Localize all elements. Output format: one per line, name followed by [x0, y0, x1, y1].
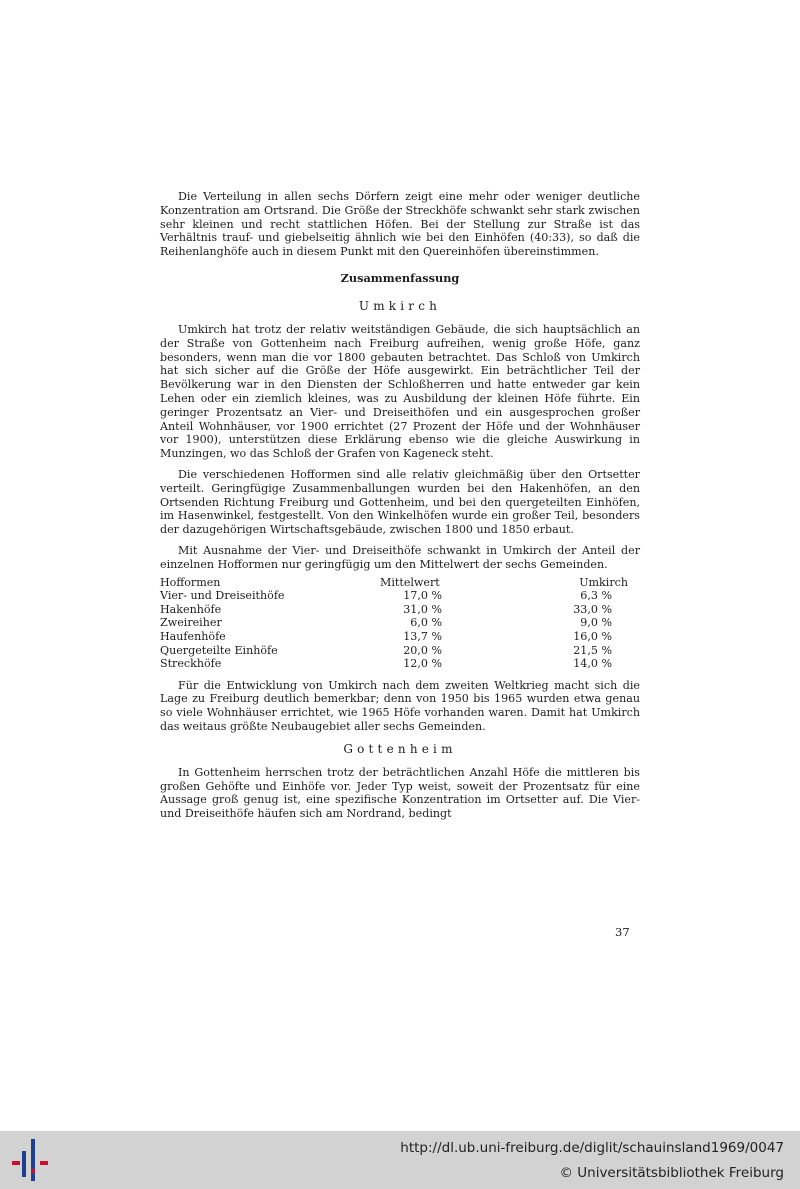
- section-heading-gottenheim: Gottenheim: [343, 741, 457, 756]
- table-cell-mittelwert: 6,0 %: [410, 616, 442, 630]
- umkirch-paragraph-3: Mit Ausnahme der Vier- und Dreiseithöfe schwankt in Umkirch der Anteil der einzelnen Hofformen nur geringfügig um den Mittelwert der sechs Gemeinden.: [160, 543, 640, 571]
- table-cell-form: Streckhöfe: [160, 657, 222, 671]
- table-cell-umkirch: 9,0 %: [580, 616, 612, 630]
- summary-heading: Zusammenfassung: [340, 270, 460, 285]
- table-cell-mittelwert: 17,0 %: [403, 589, 442, 603]
- footer-bar: [0, 1131, 800, 1189]
- table-header-cell: Umkirch: [579, 575, 628, 589]
- table-cell-form: Haufenhöfe: [160, 629, 226, 643]
- table-cell-form: Zweireiher: [160, 616, 222, 630]
- table-row: [160, 644, 640, 658]
- table-cell-umkirch: 6,3 %: [580, 589, 612, 603]
- section-heading-umkirch: Umkirch: [358, 298, 442, 313]
- document-page: [160, 190, 640, 828]
- table-cell-mittelwert: 12,0 %: [403, 657, 442, 671]
- umkirch-paragraph-1: Umkirch hat trotz der relativ weitständigen Gebäude, die sich hauptsächlich an der Straße von Gottenheim nach Freiburg aufreihen, wenig große Höfe, ganz besonders, wenn man die vor 1800 gebauten betrachtet. Das Schloß von Umkirch hat sich sicher auf die Größe der Höfe ausgewirkt. Ein beträchtlicher Teil der Bevölkerung war in den Diensten der Schloßherren und hatte entweder gar kein Lehen oder ein ziemlich kleines, was zu Ausbildung der kleinen Höfe führte. Ein geringer Prozentsatz an Vier- und Dreiseithöfen und ein ausgesprochen großer Anteil Wohnhäuser, vor 1900 errichtet (27 Prozent der Höfe und der Wohnhäuser vor 1900), unterstützen diese Erklärung ebenso wie die gleiche Auswirkung in Munzingen, wo das Schloß der Grafen von Kageneck steht.: [160, 322, 640, 461]
- table-cell-umkirch: 33,0 %: [573, 602, 612, 616]
- gottenheim-paragraph: In Gottenheim herrschen trotz der beträchtlichen Anzahl Höfe die mittleren bis großen Gehöfte und Einhöfe vor. Jeder Typ weist, soweit der Prozentsatz für eine Aussage groß genug ist, eine spezifische Konzentration im Ortsetter auf. Die Vier- und Dreiseithöfe häufen sich am Nordrand, bedingt: [160, 765, 640, 821]
- intro-paragraph: Die Verteilung in allen sechs Dörfern zeigt eine mehr oder weniger deutliche Konzentration am Ortsrand. Die Größe der Streckhöfe schwankt sehr stark zwischen sehr kleinen und recht stattlichen Höfen. Bei der Stellung zur Straße ist das Verhältnis trauf- und giebelseitig ähnlich wie bei den Einhöfen (40:33), so daß die Reihenlanghöfe auch in diesem Punkt mit den Quereinhöfen übereinstimmen.: [160, 190, 640, 259]
- table-cell-umkirch: 14,0 %: [573, 657, 612, 671]
- page-number: 37: [615, 925, 630, 939]
- umkirch-closing-paragraph: Für die Entwicklung von Umkirch nach dem zweiten Weltkrieg macht sich die Lage zu Freiburg deutlich bemerkbar; denn von 1950 bis 1965 wurden etwa genau so viele Wohnhäuser errichtet, wie 1965 Höfe vorhanden waren. Damit hat Umkirch das weitaus größte Neubaugebiet aller sechs Gemeinden.: [160, 678, 640, 734]
- table-cell-umkirch: 21,5 %: [573, 643, 612, 657]
- table-cell-mittelwert: 20,0 %: [403, 643, 442, 657]
- hofformen-table: [160, 576, 640, 671]
- table-cell-umkirch: 16,0 %: [573, 629, 612, 643]
- table-header-row: [160, 576, 640, 590]
- table-row: [160, 603, 640, 617]
- umkirch-paragraph-2: Die verschiedenen Hofformen sind alle relativ gleichmäßig über den Ortsetter verteilt. Geringfügige Zusammenballungen wurden bei den Hakenhöfen, an den Ortsenden Richtung Freiburg und Gottenheim, und bei den quergeteilten Einhöfen, im Hasenwinkel, festgestellt. Von den Winkelhöfen wurde ein großer Teil, besonders der dazugehörigen Wirtschaftsgebäude, zwischen 1800 und 1850 erbaut.: [160, 467, 640, 537]
- table-header-cell: Hofformen: [160, 575, 221, 589]
- copyright-text: © Universitätsbibliothek Freiburg: [559, 1165, 784, 1181]
- table-cell-form: Vier- und Dreiseithöfe: [160, 589, 285, 603]
- table-row: [160, 630, 640, 644]
- source-url-link[interactable]: http://dl.ub.uni-freiburg.de/diglit/schauinsland1969/0047: [400, 1140, 784, 1156]
- table-cell-mittelwert: 31,0 %: [403, 602, 442, 616]
- table-cell-form: Hakenhöfe: [160, 602, 222, 616]
- table-cell-mittelwert: 13,7 %: [403, 629, 442, 643]
- table-header-cell: Mittelwert: [380, 575, 440, 589]
- table-cell-form: Quergeteilte Einhöfe: [160, 643, 278, 657]
- table-row: [160, 657, 640, 671]
- table-row: [160, 616, 640, 630]
- table-row: [160, 589, 640, 603]
- ub-freiburg-logo-icon: [12, 1139, 52, 1181]
